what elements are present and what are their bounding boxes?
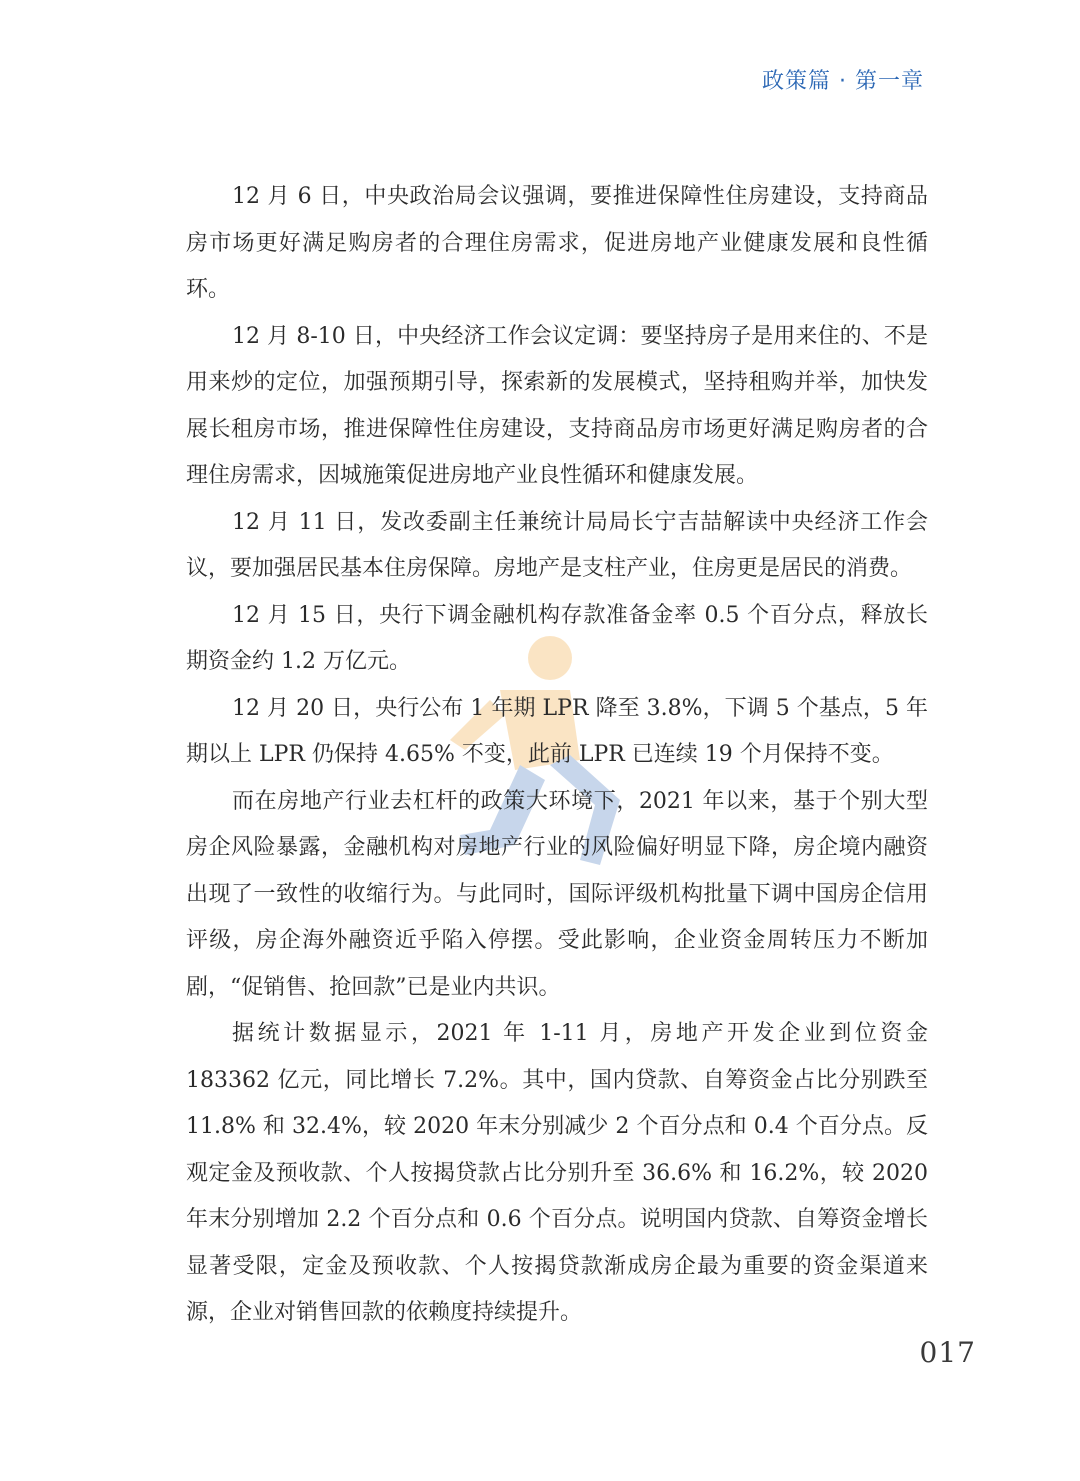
page-number: 017	[919, 1336, 976, 1369]
paragraph: 12 月 11 日，发改委副主任兼统计局局长宁吉喆解读中央经济工作会议，要加强居民基本住房保障。房地产是支柱产业，住房更是居民的消费。	[186, 509, 928, 581]
running-header: 政策篇 · 第一章	[762, 69, 924, 94]
paragraph: 12 月 20 日，央行公布 1 年期 LPR 降至 3.8%，下调 5 个基点，5 年期以上 LPR 仍保持 4.65% 不变，此前 LPR 已连续 19 个月保持不变。	[186, 695, 928, 767]
body-text	[186, 174, 928, 1337]
paragraph: 而在房地产行业去杠杆的政策大环境下，2021 年以来，基于个别大型房企风险暴露，金融机构对房地产行业的风险偏好明显下降，房企境内融资出现了一致性的收缩行为。与此同时，国际评级机构批量下调中国房企信用评级，房企海外融资近乎陷入停摆。受此影响，企业资金周转压力不断加剧，“促销售、抢回款”已是业内共识。	[186, 788, 928, 1000]
paragraph: 据统计数据显示，2021 年 1-11 月，房地产开发企业到位资金 183362 亿元，同比增长 7.2%。其中，国内贷款、自筹资金占比分别跌至 11.8% 和 32.4%，较 2020 年末分别减少 2 个百分点和 0.4 个百分点。反观定金及预收款、个人按揭贷款占比分别升至 36.6% 和 16.2%，较 2020 年末分别增加 2.2 个百分点和 0.6 个百分点。说明国内贷款、自筹资金增长显著受限，定金及预收款、个人按揭贷款渐成房企最为重要的资金渠道来源，企业对销售回款的依赖度持续提升。	[186, 1021, 928, 1325]
paragraph: 12 月 15 日，央行下调金融机构存款准备金率 0.5 个百分点，释放长期资金约 1.2 万亿元。	[186, 602, 928, 674]
paragraph: 12 月 6 日，中央政治局会议强调，要推进保障性住房建设，支持商品房市场更好满足购房者的合理住房需求，促进房地产业健康发展和良性循环。	[186, 184, 928, 302]
paragraph: 12 月 8-10 日，中央经济工作会议定调：要坚持房子是用来住的、不是用来炒的定位，加强预期引导，探索新的发展模式，坚持租购并举，加快发展长租房市场，推进保障性住房建设，支持商品房市场更好满足购房者的合理住房需求，因城施策促进房地产业良性循环和健康发展。	[186, 323, 928, 488]
